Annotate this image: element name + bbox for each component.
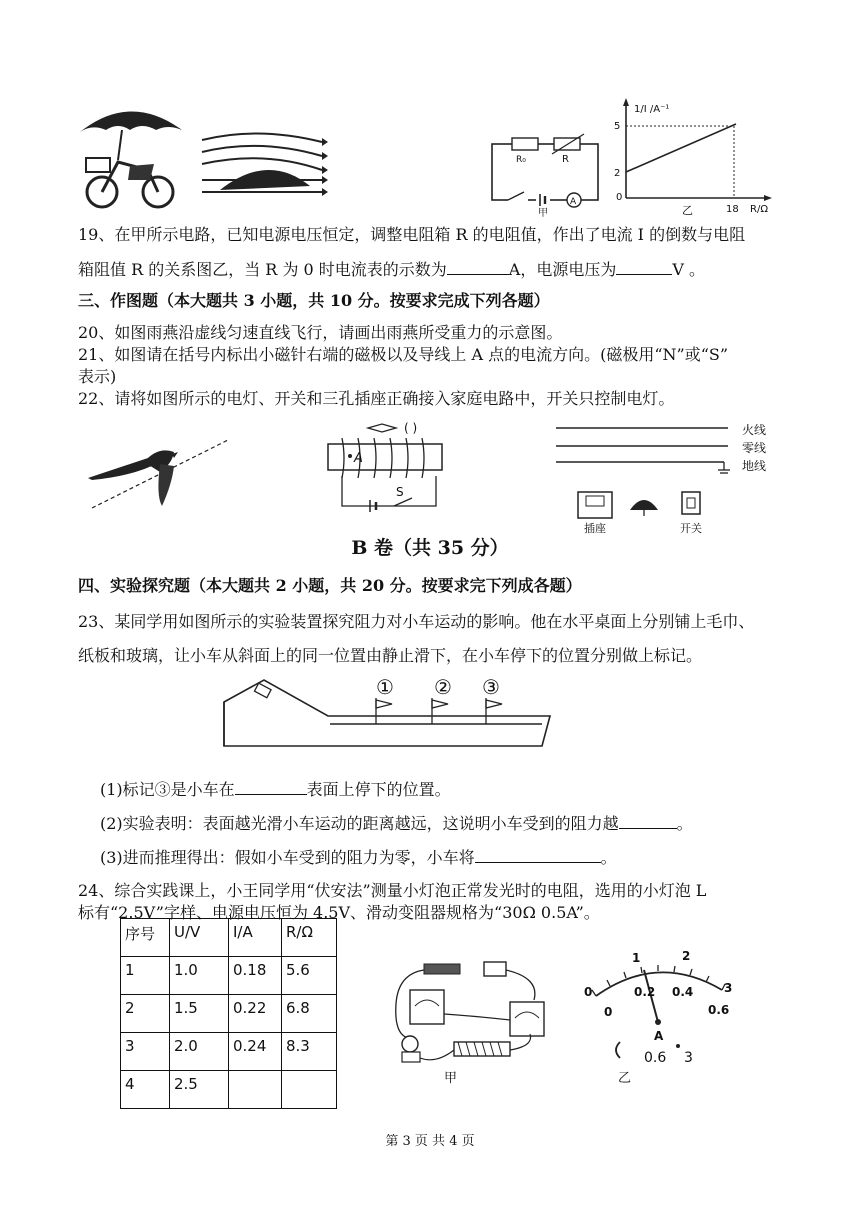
table-cell: 1.0	[170, 957, 229, 995]
q23-1-pre: (1)标记③是小车在	[100, 780, 235, 799]
q22-text: 22、请将如图所示的电灯、开关和三孔插座正确接入家庭电路中，开关只控制电灯。	[78, 389, 675, 408]
umbrella-bike-figure	[78, 100, 188, 210]
table-row	[121, 957, 337, 995]
q23-3-answer[interactable]	[475, 846, 601, 863]
q23-part-3	[100, 846, 617, 869]
label-ammeter: A	[570, 197, 577, 207]
q23-part-1	[100, 778, 451, 801]
q23-3-post: 。	[600, 848, 617, 867]
q23-2-answer[interactable]	[619, 812, 677, 829]
switch-s-label: S	[396, 485, 404, 499]
part-b-title: B 卷（共 35 分）	[351, 537, 509, 559]
wiring-photo-figure	[384, 954, 554, 1084]
neutral-wire-label: 零线	[742, 441, 767, 455]
table-row	[121, 995, 337, 1033]
q19-answer-voltage[interactable]	[616, 258, 672, 275]
table-cell: 8.3	[282, 1033, 337, 1071]
table-cell: 6.8	[282, 995, 337, 1033]
q23-1-post: 表面上停下的位置。	[306, 780, 451, 799]
table-header-row	[121, 919, 337, 957]
socket-label: 插座	[584, 522, 606, 535]
meter-outer-0: 0	[584, 985, 593, 999]
q19-line-2	[78, 258, 705, 281]
meter-outer-1: 1	[632, 951, 641, 965]
flag-3-label: ③	[482, 675, 500, 699]
airfoil-streamline-figure	[198, 132, 328, 206]
table-cell: 0.24	[229, 1033, 282, 1071]
label-r: R	[562, 154, 569, 165]
section-3-heading: 三、作图题（本大题共 3 小题，共 10 分。按要求完成下列各题）	[78, 291, 550, 310]
table-cell: 1.5	[170, 995, 229, 1033]
table-cell[interactable]	[229, 1071, 282, 1109]
meter-inner-04: 0.4	[672, 985, 694, 999]
flag-1-label: ①	[376, 675, 394, 699]
live-wire-label: 火线	[742, 423, 767, 437]
q19-unit-2: V 。	[672, 260, 706, 279]
q21-text-b: 表示)	[78, 367, 117, 386]
earth-wire-label: 地线	[742, 459, 767, 473]
q19-answer-current[interactable]	[447, 258, 509, 275]
q20-text: 20、如图雨燕沿虚线匀速直线飞行，请画出雨燕所受重力的示意图。	[78, 323, 563, 342]
table-cell: 4	[121, 1071, 170, 1109]
switch-label: 开关	[680, 522, 702, 535]
meter-inner-06: 0.6	[708, 1003, 730, 1017]
graph-caption: 乙	[682, 204, 693, 217]
terminal-3: 3	[684, 1050, 693, 1066]
table-cell: 0.22	[229, 995, 282, 1033]
magnet-bracket: ( )	[404, 421, 418, 435]
q21-text-a: 21、如图请在括号内标出小磁针右端的磁极以及导线上 A 点的电流方向。(磁极用“N”或“S”	[78, 345, 729, 364]
table-header-cell: I/A	[229, 919, 282, 957]
page-footer: 第 3 页 共 4 页	[385, 1134, 475, 1149]
q23-2-pre: (2)实验表明：表面越光滑小车运动的距离越远，这说明小车受到的阻力越	[100, 814, 619, 833]
label-r0: R₀	[516, 155, 526, 165]
solenoid-figure	[324, 418, 452, 514]
table-cell: 3	[121, 1033, 170, 1071]
q23-2-post: 。	[676, 814, 693, 833]
table-header-cell: U/V	[170, 919, 229, 957]
table-row	[121, 1071, 337, 1109]
circuit-caption: 甲	[538, 208, 548, 219]
table-row	[121, 1033, 337, 1071]
terminal-06: 0.6	[644, 1050, 667, 1066]
incline-cart-figure	[220, 672, 556, 750]
graph-y-tick-0: 0	[616, 192, 623, 203]
table-cell: 2.5	[170, 1071, 229, 1109]
circuit-jia-figure	[490, 132, 602, 219]
table-cell: 0.18	[229, 957, 282, 995]
table-cell: 2.0	[170, 1033, 229, 1071]
graph-x-label: R/Ω	[750, 204, 768, 215]
q23-3-pre: (3)进而推理得出：假如小车受到的阻力为零，小车将	[100, 848, 475, 867]
q19-unit-1: A，电源电压为	[508, 260, 617, 279]
meter-outer-3: 3	[724, 981, 733, 995]
meter-unit: A	[654, 1029, 664, 1043]
graph-y-tick-2: 2	[614, 168, 621, 179]
ammeter-dial-figure	[582, 946, 742, 1084]
table-cell: 2	[121, 995, 170, 1033]
q19-text-b1: 箱阻值 R 的关系图乙，当 R 为 0 时电流表的示数为	[78, 260, 447, 279]
flag-2-label: ②	[434, 675, 452, 699]
bottom-caption-jia: 甲	[444, 1071, 458, 1086]
q23-text-a: 23、某同学用如图所示的实验装置探究阻力对小车运动的影响。他在水平桌面上分别铺上毛巾、	[78, 612, 755, 631]
graph-x-tick-18: 18	[726, 204, 739, 215]
table-cell[interactable]	[282, 1071, 337, 1109]
table-header-cell: R/Ω	[282, 919, 337, 957]
q19-line-1: 19、在甲所示电路，已知电源电压恒定，调整电阻箱 R 的电阻值，作出了电流 I 的倒数与电阻	[78, 225, 746, 244]
section-4-heading: 四、实验探究题（本大题共 2 小题，共 20 分。按要求完下列成各题）	[78, 576, 582, 595]
point-a-label: A	[354, 451, 363, 466]
graph-y-tick-5: 5	[614, 121, 621, 132]
household-circuit-figure	[552, 420, 788, 536]
q23-text-b: 纸板和玻璃，让小车从斜面上的同一位置由静止滑下，在小车停下的位置分别做上标记。	[78, 646, 703, 665]
graph-y-label: 1/I /A⁻¹	[634, 104, 670, 115]
meter-inner-02: 0.2	[634, 985, 656, 999]
q23-1-answer[interactable]	[235, 778, 307, 795]
table-header-cell: 序号	[121, 919, 170, 957]
bottom-caption-yi: 乙	[618, 1071, 632, 1086]
q23-part-2	[100, 812, 693, 835]
table-cell: 5.6	[282, 957, 337, 995]
table-cell: 1	[121, 957, 170, 995]
q24-text-b: 标有“2.5V”字样、电源电压恒为 4.5V、滑动变阻器规格为“30Ω 0.5A”。	[78, 903, 600, 922]
graph-yi-figure	[612, 98, 790, 216]
q24-text-a: 24、综合实践课上，小王同学用“伏安法”测量小灯泡正常发光时的电阻，选用的小灯泡 L	[78, 881, 707, 900]
measurement-table	[120, 918, 337, 1109]
meter-outer-2: 2	[682, 949, 691, 963]
meter-inner-0: 0	[604, 1005, 613, 1019]
swallow-figure	[84, 436, 234, 512]
